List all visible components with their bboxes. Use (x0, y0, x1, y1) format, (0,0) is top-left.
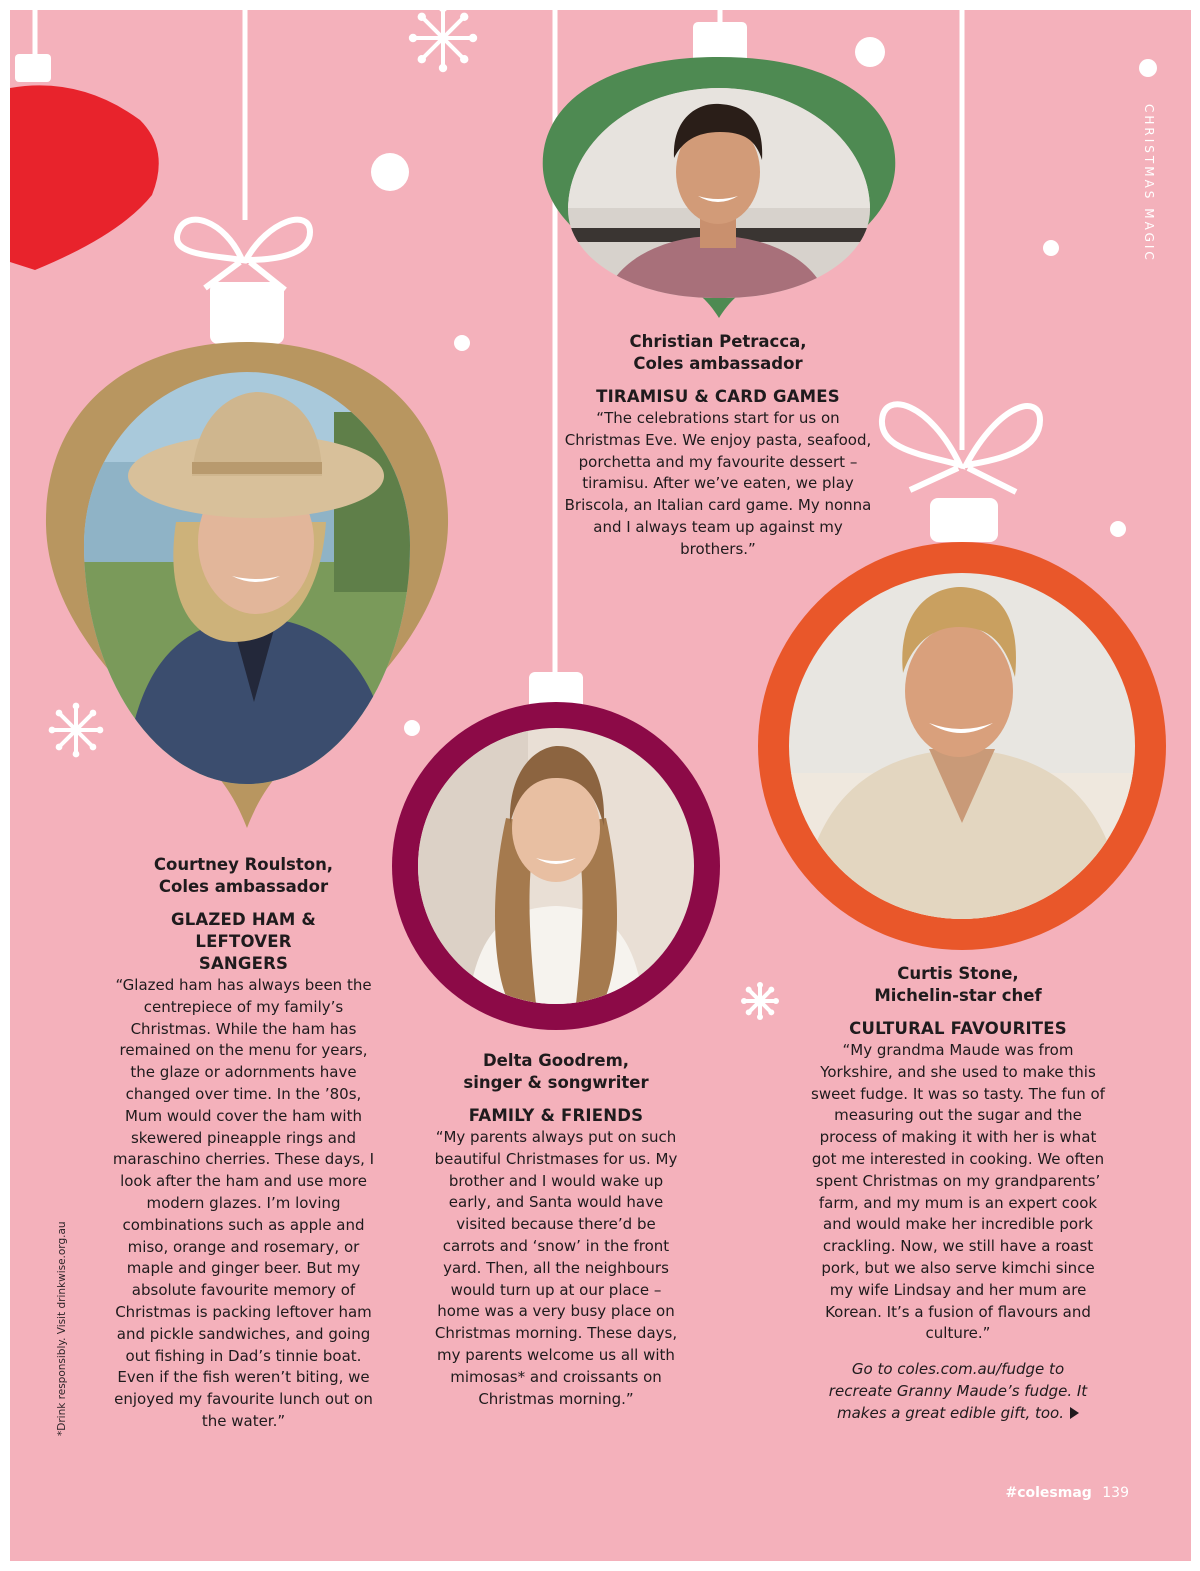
profile-quote: “The celebrations start for us on Christmas Eve. We enjoy pasta, seafood, porchetta and my favourite dessert – tiramisu. After we’ve eaten, we play Briscola, an Italian card game. My nonna and I always team up against my brothers.” (564, 409, 872, 558)
drink-disclaimer: *Drink responsibly. Visit drinkwise.org.au (56, 1221, 68, 1436)
profile-role: Michelin-star chef (874, 986, 1042, 1005)
profile-heading: TIRAMISU & CARD GAMES (596, 387, 840, 406)
profile-heading: FAMILY & FRIENDS (468, 1106, 644, 1125)
snowflake-icon (741, 982, 779, 1020)
profile-christian (558, 331, 878, 561)
curtis-stone-photo (789, 573, 1135, 919)
profile-courtney (111, 854, 376, 1433)
profile-role: singer & songwriter (463, 1073, 649, 1092)
profile-quote: “My grandma Maude was from Yorkshire, and she used to make this sweet fudge. It was so tasty. The fun of measuring out the sugar and the process of making it with her is what got me interested in cooking. We often spent Christmas on my grandparents’ farm, and my mum is an expert cook and would make her incredible pork crackling. Now, we still have a roast pork, but we also serve kimchi since my wife Lindsay and her mum are Korean. It’s a fusion of flavours and culture.” (811, 1041, 1105, 1343)
magazine-page (10, 10, 1191, 1561)
profile-curtis (810, 963, 1106, 1425)
profile-name: Curtis Stone, (897, 964, 1019, 983)
profile-heading: GLAZED HAM & LEFTOVER SANGERS (170, 910, 317, 973)
delta-goodrem-photo (418, 728, 694, 1004)
profile-name: Delta Goodrem, (482, 1051, 630, 1070)
profile-role: Coles ambassador (158, 877, 329, 896)
red-bauble (10, 54, 159, 270)
play-arrow-icon (1070, 1407, 1079, 1419)
profile-quote: “My parents always put on such beautiful Christmases for us. My brother and I would wake up early, and Santa would have visited because there’d be carrots and ‘snow’ in the front yard. Then, all the neighbours would turn up at our place – home was a very busy place on Christmas morning. These days, my parents welcome us all with mimosas* and croissants on Christmas morning.” (434, 1128, 678, 1408)
bow-icon (177, 220, 310, 290)
profile-heading: CULTURAL FAVOURITES (849, 1019, 1067, 1038)
profile-name: Christian Petracca, (629, 332, 807, 351)
page-number: 139 (1102, 1485, 1129, 1501)
profile-name: Courtney Roulston, (153, 855, 334, 874)
recipe-note-text: Go to coles.com.au/fudge to recreate Granny Maude’s fudge. It makes a great edible gift, too. (828, 1360, 1088, 1422)
recipe-note (810, 1359, 1106, 1424)
profile-role: Coles ambassador (633, 354, 803, 373)
snowflake-icon (49, 703, 104, 758)
hashtag: #colesmag (1005, 1485, 1092, 1501)
page-footer (1005, 1485, 1129, 1501)
snowflake-icon (409, 10, 477, 72)
section-label: CHRISTMAS MAGIC (1142, 104, 1156, 263)
profile-quote: “Glazed ham has always been the centrepiece of my family’s Christmas. While the ham has remained on the menu for years, the glaze or adornments have changed over time. In the ’80s, Mum would cover the ham with skewered pineapple rings and maraschino cherries. These days, I look after the ham and use more modern glazes. I’m loving combinations such as apple and miso, orange and rosemary, or maple and ginger beer. But my absolute favourite memory of Christmas is packing leftover ham and pickle sandwiches, and going out fishing in Dad’s tinnie boat. Even if the fish weren’t biting, we enjoyed my favourite lunch out on the water.” (112, 976, 375, 1430)
profile-delta (430, 1050, 682, 1410)
